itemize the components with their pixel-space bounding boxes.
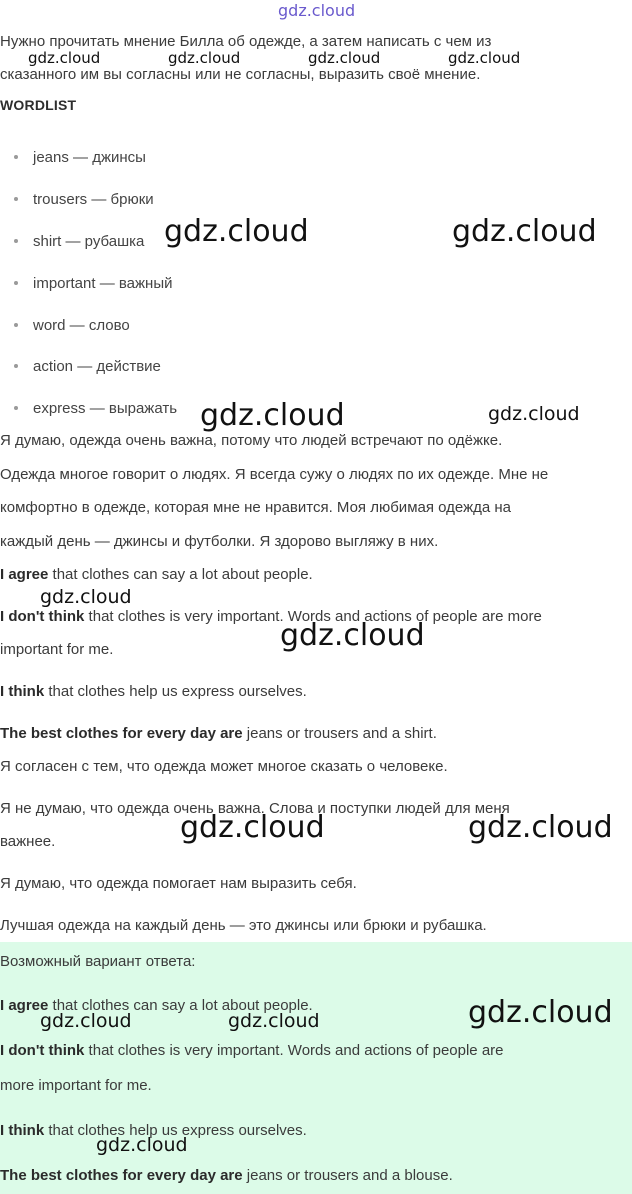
wordlist-heading: WORDLIST bbox=[0, 97, 77, 113]
watermark: gdz.cloud bbox=[488, 403, 580, 425]
answer-rest: jeans or trousers and a blouse. bbox=[242, 1167, 453, 1184]
bullet-icon bbox=[14, 197, 18, 201]
list-item bbox=[14, 357, 161, 377]
bill-text-line: комфортно в одежде, которая мне не нравится. Моя любимая одежда на bbox=[0, 499, 511, 516]
answer-rest: that clothes help us express ourselves. bbox=[44, 1122, 307, 1139]
opinion-dont-think bbox=[0, 607, 542, 627]
opinion-agree bbox=[0, 565, 313, 585]
opinion-ru-line: Лучшая одежда на каждый день — это джинсы или брюки и рубашка. bbox=[0, 917, 487, 934]
watermark: gdz.cloud bbox=[28, 49, 101, 67]
answer-title: Возможный вариант ответа: bbox=[0, 953, 196, 970]
watermark-top: gdz.cloud bbox=[278, 1, 356, 20]
opinion-best-clothes bbox=[0, 724, 437, 744]
answer-box bbox=[0, 942, 632, 1194]
bullet-icon bbox=[14, 406, 18, 410]
watermark: gdz.cloud bbox=[308, 49, 381, 67]
bullet-icon bbox=[14, 239, 18, 243]
answer-lead: I agree bbox=[0, 997, 49, 1014]
watermark: gdz.cloud bbox=[168, 49, 241, 67]
answer-line-cont: more important for me. bbox=[0, 1077, 152, 1094]
opinion-rest: that clothes is very important. Words and actions of people are more bbox=[84, 608, 542, 625]
answer-line bbox=[0, 1041, 504, 1061]
opinion-lead: I agree bbox=[0, 566, 49, 583]
wordlist-item: action — действие bbox=[33, 358, 161, 375]
opinion-ru-line: Я думаю, что одежда помогает нам выразить себя. bbox=[0, 875, 357, 892]
opinion-rest: jeans or trousers and a shirt. bbox=[242, 725, 437, 742]
watermark: gdz.cloud bbox=[96, 1134, 188, 1156]
bullet-icon bbox=[14, 323, 18, 327]
watermark: gdz.cloud bbox=[228, 1010, 320, 1032]
answer-rest: that clothes is very important. Words and actions of people are bbox=[84, 1042, 504, 1059]
opinion-dont-think-cont: important for me. bbox=[0, 641, 114, 658]
watermark: gdz.cloud bbox=[448, 49, 521, 67]
answer-line bbox=[0, 1166, 453, 1186]
bill-text-line: Одежда многое говорит о людях. Я всегда сужу о людях по их одежде. Мне не bbox=[0, 466, 549, 483]
list-item bbox=[14, 232, 144, 252]
opinion-lead: The best clothes for every day are bbox=[0, 725, 243, 742]
bill-text-line: Я думаю, одежда очень важна, потому что людей встречают по одёжке. bbox=[0, 432, 503, 449]
watermark: gdz.cloud bbox=[280, 618, 425, 653]
opinion-ru-line: Я согласен с тем, что одежда может многое сказать о человеке. bbox=[0, 758, 448, 775]
opinion-lead: I don't think bbox=[0, 608, 85, 625]
watermark: gdz.cloud bbox=[452, 214, 597, 249]
bill-text-line: каждый день — джинсы и футболки. Я здорово выгляжу в них. bbox=[0, 533, 439, 550]
intro-line-2: сказанного им вы согласны или не согласны, выразить своё мнение. bbox=[0, 66, 481, 83]
watermark: gdz.cloud bbox=[468, 810, 613, 845]
answer-lead: The best clothes for every day are bbox=[0, 1167, 243, 1184]
watermark: gdz.cloud bbox=[40, 1010, 132, 1032]
opinion-rest: that clothes help us express ourselves. bbox=[44, 683, 307, 700]
wordlist-item: shirt — рубашка bbox=[33, 233, 145, 250]
answer-lead: I don't think bbox=[0, 1042, 85, 1059]
intro-line-1: Нужно прочитать мнение Билла об одежде, а затем написать с чем из bbox=[0, 33, 492, 50]
list-item bbox=[14, 274, 172, 294]
bullet-icon bbox=[14, 281, 18, 285]
opinion-think bbox=[0, 682, 307, 702]
opinion-rest: that clothes can say a lot about people. bbox=[48, 566, 313, 583]
list-item bbox=[14, 316, 130, 336]
watermark: gdz.cloud bbox=[164, 214, 309, 249]
answer-lead: I think bbox=[0, 1122, 45, 1139]
wordlist-item: word — слово bbox=[33, 317, 130, 334]
bullet-icon bbox=[14, 364, 18, 368]
watermark: gdz.cloud bbox=[468, 995, 613, 1030]
wordlist-item: express — выражать bbox=[33, 400, 178, 417]
watermark: gdz.cloud bbox=[40, 586, 132, 608]
list-item bbox=[14, 148, 146, 168]
watermark: gdz.cloud bbox=[180, 810, 325, 845]
bullet-icon bbox=[14, 155, 18, 159]
wordlist-item: trousers — брюки bbox=[33, 191, 154, 208]
opinion-ru-line: важнее. bbox=[0, 833, 56, 850]
list-item bbox=[14, 399, 177, 419]
watermark: gdz.cloud bbox=[200, 398, 345, 433]
wordlist-item: important — важный bbox=[33, 275, 173, 292]
wordlist-item: jeans — джинсы bbox=[33, 149, 146, 166]
list-item bbox=[14, 190, 154, 210]
opinion-lead: I think bbox=[0, 683, 45, 700]
opinion-ru-line: Я не думаю, что одежда очень важна. Слова и поступки людей для меня bbox=[0, 800, 510, 817]
answer-rest: that clothes can say a lot about people. bbox=[48, 997, 313, 1014]
